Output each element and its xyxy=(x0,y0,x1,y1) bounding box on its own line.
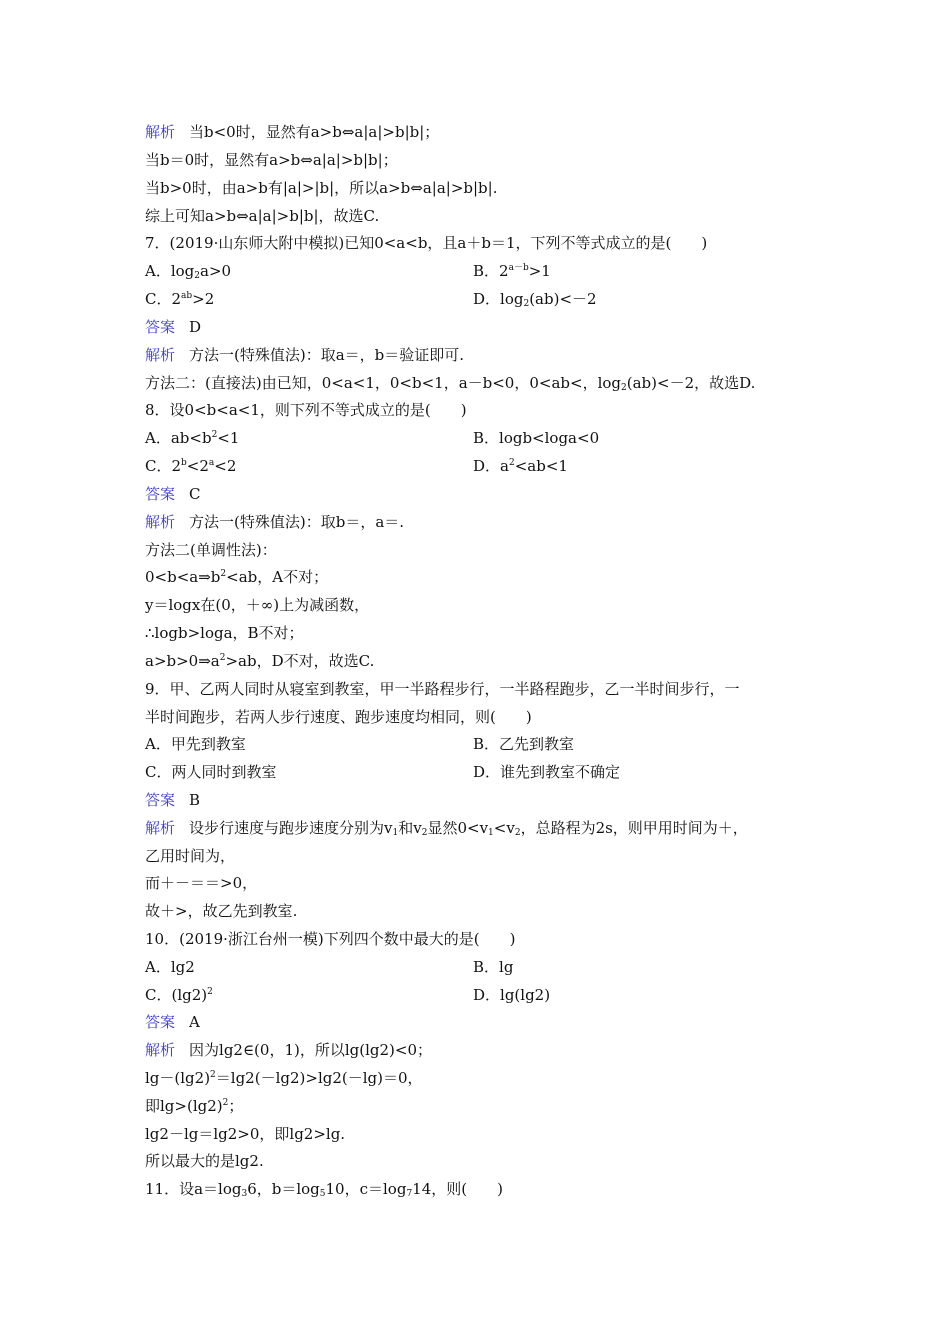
q9-option-b: B．乙先到教室 xyxy=(473,735,575,753)
q8-option-b: B．logb<loga<0 xyxy=(473,429,600,447)
analysis-label: 解析 xyxy=(145,513,176,531)
q8-solution-line-3: $0<b<a\Rightarrow b^2<ab$，A不对； xyxy=(145,568,329,586)
answer-label: 答案 xyxy=(145,791,176,809)
q7-option-c: C．$2^{ab}>2$ xyxy=(145,290,215,308)
answer-label: 答案 xyxy=(145,485,176,503)
q9-solution-line-1: 解析 设步行速度与跑步速度分别为$v_1$和$v_2$显然$0<v_1<v_2$，总路程为2s，则甲用时间为＋， xyxy=(145,819,748,838)
q8-solution-line-6: $a>b>0\Rightarrow a^2>ab$，D不对，故选C. xyxy=(145,652,375,670)
q10-solution-line-5: 所以最大的是lg2. xyxy=(145,1152,264,1170)
q7-solution-line-2: 方法二：(直接法)由已知，0<a<1，0<b<1，a－b<0，0<ab<，$\log_2(ab)<-2$，故选D. xyxy=(145,374,756,393)
q7-answer xyxy=(145,313,201,341)
q9-option-a: A．甲先到教室 xyxy=(145,735,246,753)
q8-solution-line-4: y＝logx在(0，＋∞)上为减函数， xyxy=(145,596,370,614)
q10-answer xyxy=(145,1008,200,1036)
q8-option-c: C．$2^b<2^a<2$ xyxy=(145,457,237,475)
answer-label: 答案 xyxy=(145,318,176,336)
q6-sol-text-1: 当b<0时，显然有a>b⇔a|a|>b|b|； xyxy=(189,123,440,141)
q10-solution-line-3: 即$\lg>(\lg 2)^2$； xyxy=(145,1097,244,1115)
q6-solution-line-2: 当b＝0时，显然有a>b⇔a|a|>b|b|； xyxy=(145,151,398,169)
q10-option-a: A．lg2 xyxy=(145,958,195,976)
q6-solution-line-3: 当b>0时，由a>b有|a|>|b|，所以a>b⇔a|a|>b|b|. xyxy=(145,179,498,197)
analysis-label: 解析 xyxy=(145,819,176,837)
q10-solution-line-4: lg2－lg＝lg2>0，即lg2>lg. xyxy=(145,1125,346,1143)
q6-solution-line-4: 综上可知a>b⇔a|a|>b|b|，故选C. xyxy=(145,207,380,225)
q8-solution-line-2: 方法二(单调性法)： xyxy=(145,541,277,559)
q7-option-b: B．$2^{a-b}>1$ xyxy=(473,262,551,280)
q8-option-a: A．$ab<b^2<1$ xyxy=(145,429,240,447)
q10-solution-line-2: $\lg-(\lg 2)^2=\lg 2(-\lg 2)>\lg 2(-\lg)=0$， xyxy=(145,1069,423,1087)
q9-solution-line-2: 乙用时间为， xyxy=(145,847,236,865)
q9-option-c: C．两人同时到教室 xyxy=(145,763,277,781)
q8-answer-value: C xyxy=(189,485,201,503)
q7-solution-line-1: 解析 方法一(特殊值法)：取a＝，b＝验证即可. xyxy=(145,346,465,364)
q9-stem-line-2: 半时间跑步，若两人步行速度、跑步速度均相同，则( ) xyxy=(145,708,532,726)
q7-option-a: A．$\log_2a>0$ xyxy=(145,262,232,281)
q10-option-b: B．lg xyxy=(473,958,514,976)
q9-answer xyxy=(145,786,200,814)
q8-answer xyxy=(145,480,201,508)
q9-answer-value: B xyxy=(189,791,201,809)
q10-answer-value: A xyxy=(189,1013,200,1031)
q9-solution-line-4: 故＋>，故乙先到教室. xyxy=(145,902,298,920)
q9-stem-line-1: 9．甲、乙两人同时从寝室到教室，甲一半路程步行，一半路程跑步，乙一半时间步行，一 xyxy=(145,680,740,698)
q10-option-d: D．lg(lg2) xyxy=(473,986,551,1004)
q6-solution-line-1 xyxy=(145,118,439,146)
analysis-label: 解析 xyxy=(145,123,176,141)
q10-stem: 10．(2019·浙江台州一模)下列四个数中最大的是( ) xyxy=(145,930,516,948)
q8-solution-line-1: 解析 方法一(特殊值法)：取b＝，a＝. xyxy=(145,513,405,531)
q8-solution-line-5: ∴logb>loga，B不对； xyxy=(145,624,304,642)
q11-stem: 11．设$a=\log_36$，$b=\log_510$，$c=\log_714$，则( ) xyxy=(145,1180,503,1199)
q10-option-c: C．$(\lg 2)^2$ xyxy=(145,986,213,1004)
analysis-label: 解析 xyxy=(145,346,176,364)
q9-solution-line-3: 而＋－＝＝>0， xyxy=(145,874,258,892)
q7-stem: 7．(2019·山东师大附中模拟)已知0<a<b，且a＋b＝1，下列不等式成立的是( ) xyxy=(145,234,708,252)
q8-stem: 8．设0<b<a<1，则下列不等式成立的是( ) xyxy=(145,401,467,419)
q8-option-d: D．$a^2<ab<1$ xyxy=(473,457,568,475)
analysis-label: 解析 xyxy=(145,1041,176,1059)
q9-option-d: D．谁先到教室不确定 xyxy=(473,763,621,781)
answer-label: 答案 xyxy=(145,1013,176,1031)
q7-option-d: D．$\log_2(ab)<-2$ xyxy=(473,290,597,309)
q10-solution-line-1: 解析 因为lg2∈(0，1)，所以lg(lg2)<0； xyxy=(145,1041,433,1059)
q7-answer-value: D xyxy=(189,318,202,336)
